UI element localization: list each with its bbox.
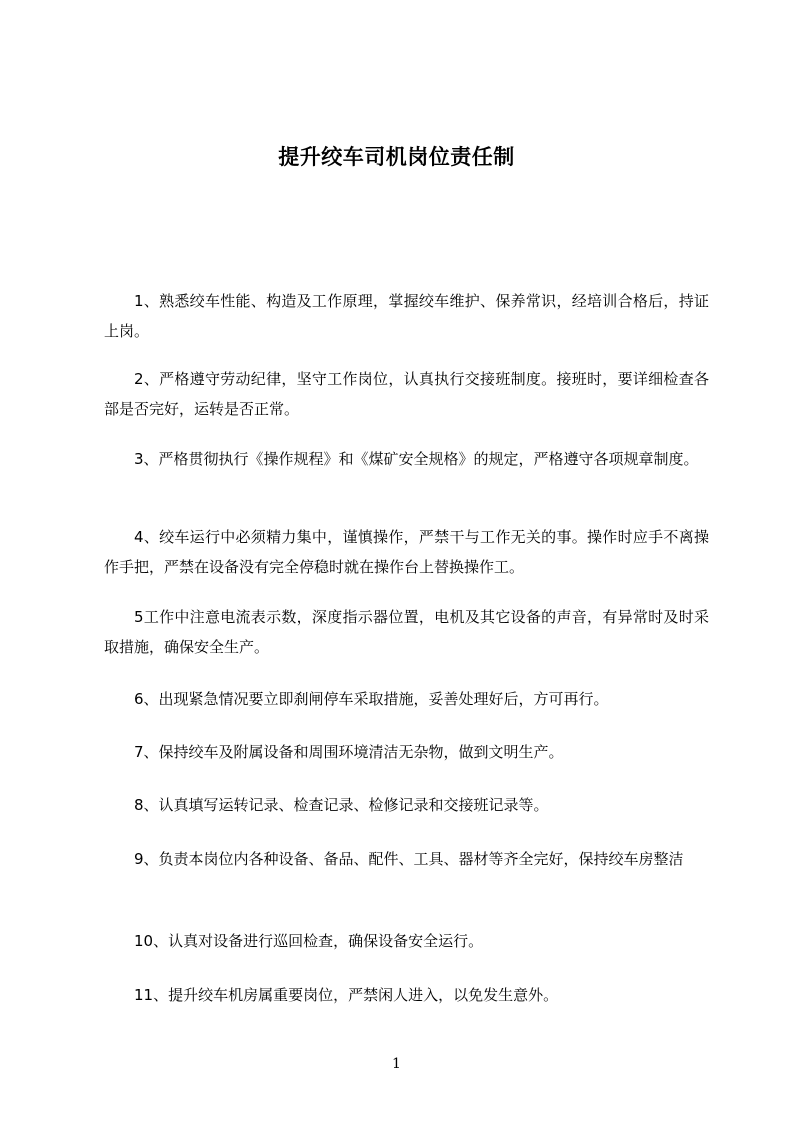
clause-3: 3、严格贯彻执行《操作规程》和《煤矿安全规格》的规定，严格遵守各项规章制度。 xyxy=(134,450,699,468)
clause-8: 8、认真填写运转记录、检查记录、检修记录和交接班记录等。 xyxy=(134,796,549,814)
clause-10: 10、认真对设备进行巡回检查，确保设备安全运行。 xyxy=(134,932,484,950)
clause-4: 4、绞车运行中必须精力集中，谨慎操作，严禁干与工作无关的事。操作时应手不离操作手把，严禁在设备没有完全停稳时就在操作台上替换操作工。 xyxy=(104,528,709,576)
clause-6: 6、出现紧急情况要立即刹闸停车采取措施，妥善处理好后，方可再行。 xyxy=(134,690,609,708)
clause-2: 2、严格遵守劳动纪律，坚守工作岗位，认真执行交接班制度。接班时，要详细检查各部是否完好，运转是否正常。 xyxy=(104,370,709,418)
document-title: 提升绞车司机岗位责任制 xyxy=(278,145,515,169)
clause-9: 9、负责本岗位内各种设备、备品、配件、工具、器材等齐全完好，保持绞车房整洁 xyxy=(134,850,684,868)
clause-1: 1、熟悉绞车性能、构造及工作原理，掌握绞车维护、保养常识，经培训合格后，持证上岗。 xyxy=(104,292,709,340)
clause-5: 5工作中注意电流表示数，深度指示器位置，电机及其它设备的声音，有异常时及时采取措施，确保安全生产。 xyxy=(104,608,709,656)
page-number: 1 xyxy=(392,1056,401,1072)
clause-7: 7、保持绞车及附属设备和周围环境清洁无杂物，做到文明生产。 xyxy=(134,743,564,761)
clause-11: 11、提升绞车机房属重要岗位，严禁闲人进入，以免发生意外。 xyxy=(134,986,559,1004)
